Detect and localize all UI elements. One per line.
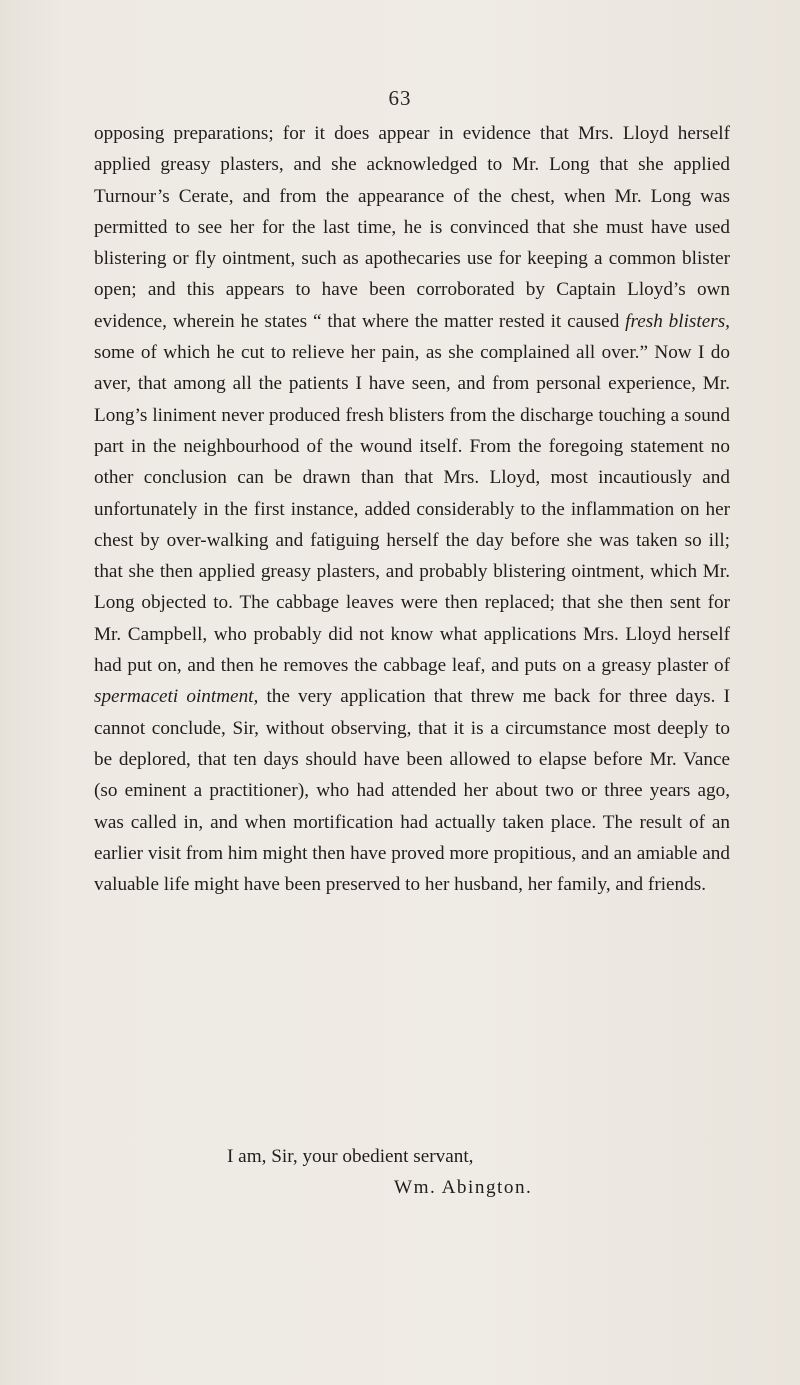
- italic-text-run: fresh blisters,: [625, 310, 730, 332]
- text-run: some of which he cut to relieve her pain, as she complained all over.” Now I do aver, that among all the patients I have seen, and from personal experience, Mr. Long’s liniment never produced fresh blisters from the discharge touching a sound part in the neighbourhood of the wound itself. From the foregoing statement no other conclusion can be drawn than that Mrs. Lloyd, most incautiously and unfortunately in the first instance, added considerably to the inflammation on her chest by over-walking and fatiguing herself the day before she was taken so ill; that she then applied greasy plasters, and probably blistering ointment, which Mr. Long objected to. The cabbage leaves were then replaced; that she then sent for Mr. Campbell, who probably did not know what applications Mrs. Lloyd herself had put on, and then he removes the cabbage leaf, and puts on a greasy plaster of: [94, 342, 730, 677]
- letter-body: [94, 118, 730, 900]
- italic-text-run: spermaceti ointment,: [94, 686, 259, 708]
- text-run: opposing preparations; for it does appear in evidence that Mrs. Lloyd herself applied greasy plasters, and she acknowledged to Mr. Long that she applied Turnour’s Cerate, and from the appearance of the chest, when Mr. Long was permitted to see her for the last time, he is convinced that she must have used blistering or fly ointment, such as apothecaries use for keeping a common blister open; and this appears to have been corroborated by Captain Lloyd’s own evidence, wherein he states “ that where the matter rested it caused: [94, 123, 730, 332]
- page-number: 63: [388, 86, 412, 110]
- text-run: the very application that threw me back for three days. I cannot conclude, Sir, without observing, that it is a circumstance most deeply to be deplored, that ten days should have been allowed to elapse before Mr. Vance (so eminent a practitioner), who had attended her about two or three years ago, was called in, and when mortification had actually taken place. The result of an earlier visit from him might then have proved more propitious, and an amiable and valuable life might have been preserved to her husband, her family, and friends.: [94, 686, 730, 896]
- valediction: I am, Sir, your obedient servant,: [227, 1146, 474, 1167]
- letter-paragraph: [94, 118, 730, 900]
- signature: Wm. Abington.: [394, 1177, 533, 1198]
